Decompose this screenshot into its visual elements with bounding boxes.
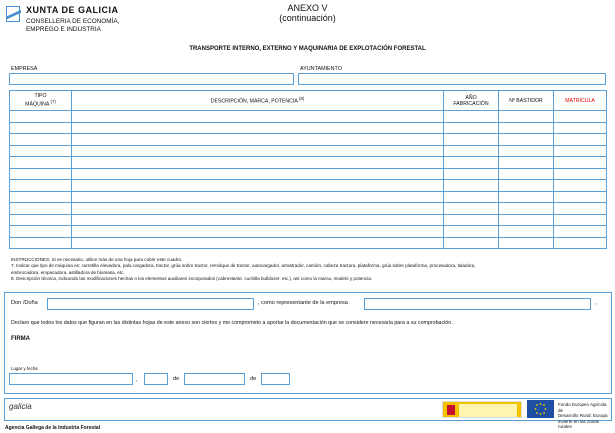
table-cell[interactable]: [10, 134, 72, 146]
table-cell[interactable]: [554, 157, 607, 169]
table-cell[interactable]: [10, 237, 72, 249]
de-label-2: de: [250, 376, 257, 382]
table-cell[interactable]: [499, 122, 554, 134]
don-label: Don /Doña: [11, 300, 38, 306]
table-cell[interactable]: [72, 237, 444, 249]
table-row: [10, 203, 607, 215]
table-cell[interactable]: [72, 134, 444, 146]
table-cell[interactable]: [499, 191, 554, 203]
table-cell[interactable]: [72, 157, 444, 169]
table-row: [10, 168, 607, 180]
table-cell[interactable]: [554, 226, 607, 238]
table-cell[interactable]: [10, 203, 72, 215]
table-cell[interactable]: [10, 214, 72, 226]
table-cell[interactable]: [499, 180, 554, 192]
instructions-line1: INSTRUCCIONES: Si es necesario, utilice más de una hoja para cubrir este cuadro.: [11, 257, 183, 262]
col-anio-line2: FABRICACIÓN: [453, 100, 489, 107]
table-cell[interactable]: [554, 237, 607, 249]
table-cell[interactable]: [499, 237, 554, 249]
table-cell[interactable]: [554, 214, 607, 226]
eu-line1: Fondo Europeo Agrícola de: [558, 402, 607, 413]
eu-line2: Desarrollo Rural: Europa: [558, 413, 608, 418]
empresa-field[interactable]: [9, 73, 294, 85]
col-desc-header: [72, 91, 444, 111]
de-label-1: de: [173, 376, 180, 382]
table-row: [10, 134, 607, 146]
dept-line1: CONSELLERIA DE ECONOMÍA,: [26, 18, 120, 25]
table-cell[interactable]: [444, 226, 499, 238]
table-cell[interactable]: [10, 168, 72, 180]
ayuntamiento-label: AYUNTAMIENTO: [300, 66, 342, 72]
day-field[interactable]: [144, 373, 168, 385]
empresa-rep-field[interactable]: [364, 298, 591, 310]
annex-title: ANEXO V: [287, 3, 328, 13]
comma-date: ,: [136, 377, 138, 383]
table-row: [10, 226, 607, 238]
table-row: [10, 180, 607, 192]
table-cell[interactable]: [499, 203, 554, 215]
col-anio-header: [444, 91, 499, 111]
table-cell[interactable]: [444, 111, 499, 123]
table-cell[interactable]: [554, 111, 607, 123]
table-cell[interactable]: [72, 122, 444, 134]
agency-name: Agencia Gallega de la Industria Forestal: [5, 425, 101, 431]
table-cell[interactable]: [444, 168, 499, 180]
table-cell[interactable]: [444, 122, 499, 134]
table-cell[interactable]: [554, 180, 607, 192]
table-cell[interactable]: [444, 157, 499, 169]
declaration-text: Declaro que todos los datos que figuran en las distintas hojas de este anexo son ciertos y me comprometo a aportar la documentación que se considere necesaria para a su comprobación.: [11, 320, 453, 326]
table-cell[interactable]: [444, 237, 499, 249]
table-cell[interactable]: [554, 191, 607, 203]
table-row: [10, 122, 607, 134]
comma-sep: ,: [595, 300, 597, 306]
table-cell[interactable]: [10, 180, 72, 192]
dept-line2: EMPREGO E INDUSTRIA: [26, 26, 101, 33]
table-cell[interactable]: [72, 180, 444, 192]
table-cell[interactable]: [10, 122, 72, 134]
table-cell[interactable]: [72, 214, 444, 226]
table-cell[interactable]: [72, 145, 444, 157]
eu-fund-text: [558, 402, 612, 430]
table-row: [10, 145, 607, 157]
table-cell[interactable]: [10, 157, 72, 169]
annex-continuation: (continuación): [279, 13, 336, 23]
table-row: [10, 191, 607, 203]
table-row: [10, 237, 607, 249]
col-tipo-line2: MÁQUINA: [25, 101, 50, 108]
annex-heading: [0, 3, 615, 23]
firma-label: FIRMA: [11, 336, 30, 342]
table-cell[interactable]: [444, 203, 499, 215]
col-desc-label: DESCRIPCIÓN, MARCA, POTENCIA: [210, 98, 298, 105]
form-title: TRANSPORTE INTERNO, EXTERNO Y MAQUINARIA DE EXPLOTACIÓN FORESTAL: [189, 46, 426, 52]
representante-label: , como representante de la empresa: [258, 300, 348, 306]
table-cell[interactable]: [499, 168, 554, 180]
table-cell[interactable]: [444, 145, 499, 157]
table-cell[interactable]: [444, 214, 499, 226]
table-cell[interactable]: [444, 191, 499, 203]
ayuntamiento-field[interactable]: [298, 73, 606, 85]
instructions-line2: 7. Indicar que tipo de máquina es: carretilla elevadora, pala cargadora, tractor, grúa sobre tractor, remolque de tractor, autocargador, arrastrador, camión, cabeza tractora, plataforma, grúa sobre plataforma, procesadora, taladora,: [11, 263, 476, 269]
don-name-field[interactable]: [47, 298, 254, 310]
table-cell[interactable]: [554, 203, 607, 215]
table-cell[interactable]: [444, 134, 499, 146]
equipment-table: [9, 90, 607, 249]
table-cell[interactable]: [72, 226, 444, 238]
org-name: XUNTA DE GALICIA: [26, 5, 119, 15]
col-tipo-line1: TIPO: [34, 93, 47, 100]
spain-ministry-logo-icon: [442, 401, 522, 418]
table-row: [10, 157, 607, 169]
table-cell[interactable]: [72, 203, 444, 215]
instructions: [11, 257, 609, 283]
table-cell[interactable]: [499, 111, 554, 123]
table-cell[interactable]: [499, 145, 554, 157]
table-cell[interactable]: [499, 226, 554, 238]
table-cell[interactable]: [444, 180, 499, 192]
table-cell[interactable]: [72, 111, 444, 123]
table-cell[interactable]: [10, 111, 72, 123]
lugar-fecha-label: Lugar y fecha: [11, 366, 38, 371]
eu-line3: invierte en las zonas rurales: [558, 418, 600, 429]
table-cell[interactable]: [499, 134, 554, 146]
col-anio-line1: AÑO: [465, 94, 477, 101]
table-cell[interactable]: [10, 145, 72, 157]
table-cell[interactable]: [10, 226, 72, 238]
table-cell[interactable]: [499, 157, 554, 169]
col-tipo-ref: (7): [50, 99, 56, 105]
table-cell[interactable]: [72, 191, 444, 203]
table-cell[interactable]: [499, 214, 554, 226]
table-cell[interactable]: [10, 191, 72, 203]
col-tipo-header: [10, 91, 72, 111]
table-row: [10, 111, 607, 123]
galicia-logo: galicia: [9, 402, 32, 411]
month-field[interactable]: [184, 373, 245, 385]
table-row: [10, 214, 607, 226]
col-desc-ref: (8): [298, 96, 305, 102]
lugar-field[interactable]: [9, 373, 133, 385]
eu-flag-icon: [527, 400, 554, 418]
table-cell[interactable]: [554, 168, 607, 180]
instructions-line4: 8. Descripción técnica, indicando las modificaciones hechas o los elementos auxiliares incorporados (cabrestante, cuchilla bulldozer, etc.), así como la marca, modelo y potencia.: [11, 276, 373, 282]
table-header-row: [10, 91, 607, 111]
empresa-label: EMPRESA: [11, 66, 38, 72]
table-cell[interactable]: [554, 134, 607, 146]
table-cell[interactable]: [554, 122, 607, 134]
instructions-line3: embrocadora, empacadora, astilladora de biomasa, etc.: [11, 269, 125, 275]
year-field[interactable]: [261, 373, 290, 385]
col-bastidor-header: Nº BASTIDOR: [499, 91, 554, 111]
table-cell[interactable]: [554, 145, 607, 157]
col-matricula-header: MATRÍCULA: [554, 91, 607, 111]
table-cell[interactable]: [72, 168, 444, 180]
